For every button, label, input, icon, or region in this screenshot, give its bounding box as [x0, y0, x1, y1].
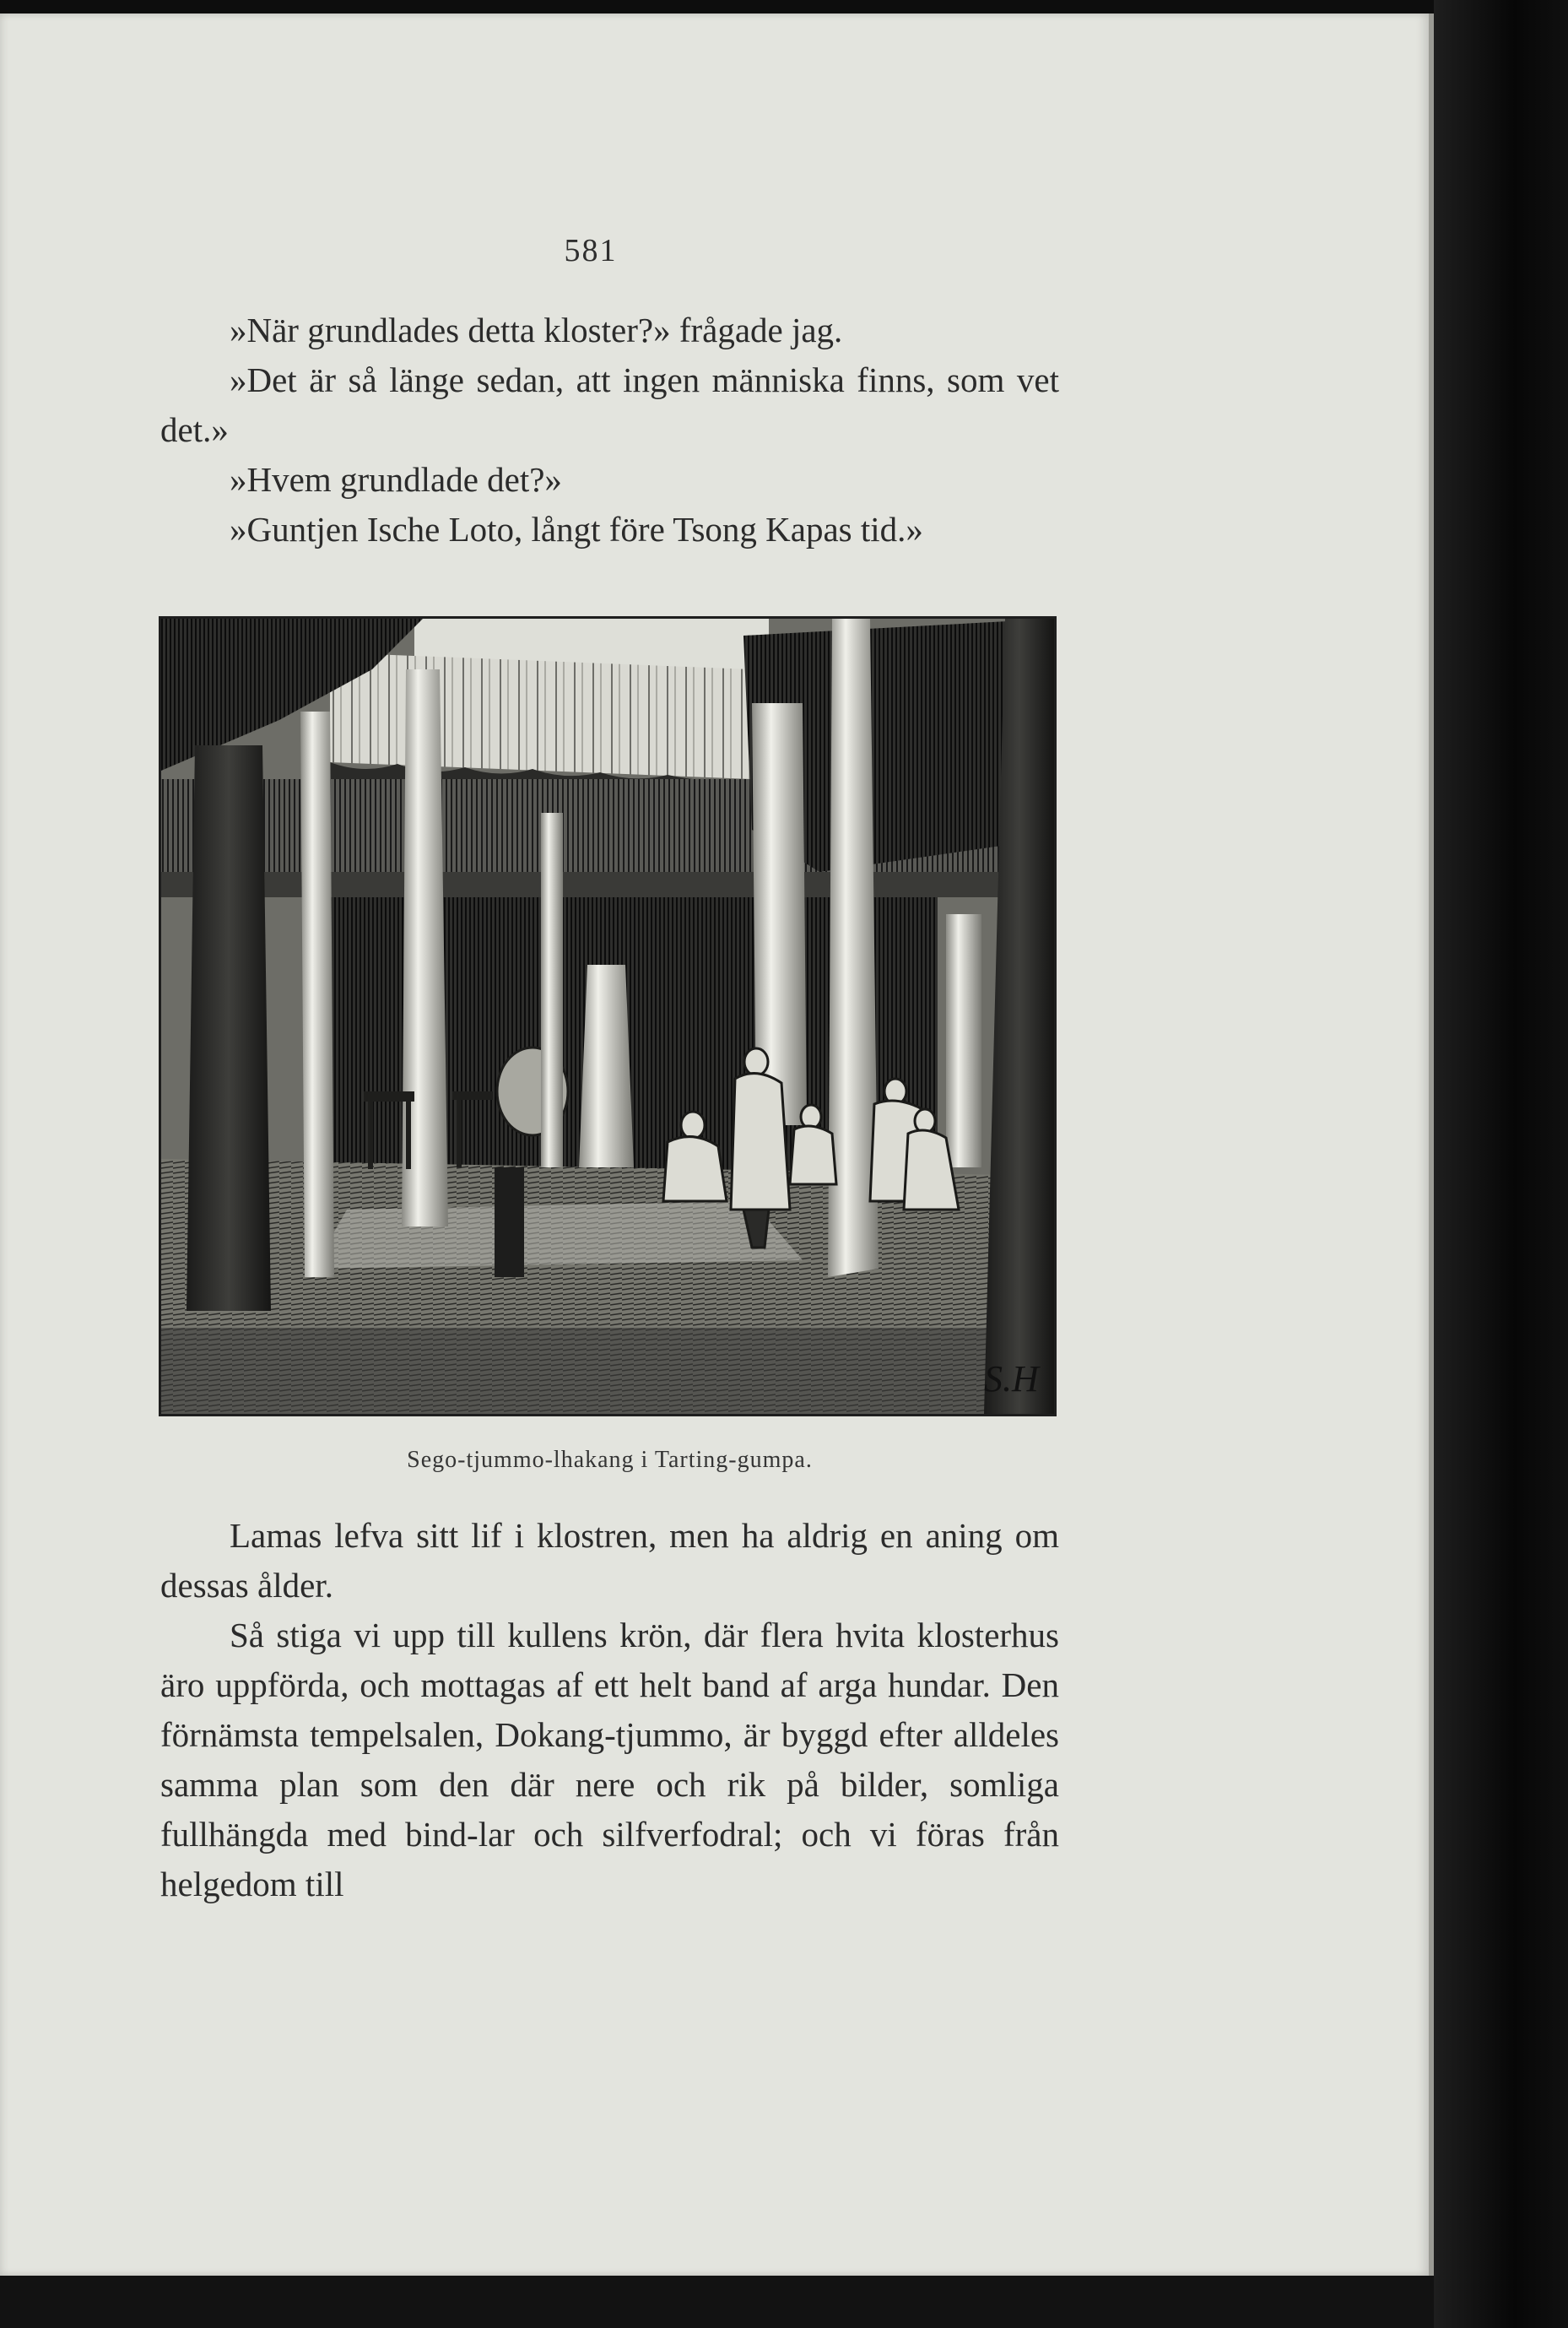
pillar — [541, 813, 563, 1167]
pillar — [946, 914, 981, 1167]
page-number: 581 — [564, 233, 618, 268]
temple-hall-illustration — [159, 616, 1057, 1416]
paragraph: »Hvem grundlade det?» — [230, 460, 562, 499]
paragraph: »Guntjen Ische Loto, långt före Tsong Kapas tid.» — [230, 510, 923, 549]
scan-border-right — [1434, 0, 1568, 2328]
paragraph: Lamas lefva sitt lif i klostren, men ha aldrig en aning om dessas ålder. — [160, 1516, 1059, 1605]
pillar — [579, 965, 634, 1167]
figure-caption: Sego-tjummo-lhakang i Tarting-gumpa. — [407, 1447, 813, 1473]
scan-border-top — [0, 0, 1568, 14]
paragraph: »Det är så länge sedan, att ingen människa finns, som vet det.» — [160, 360, 1059, 449]
pillar — [300, 712, 334, 1277]
top-text-block — [160, 306, 1059, 555]
hanging-curtain — [330, 652, 752, 779]
artist-signature: S.H — [984, 1358, 1039, 1400]
paragraph: Så stiga vi upp till kullens krön, där flera hvita klosterhus äro uppförda, och mottagas af ett helt band af arga hundar. Den förnämsta tempelsalen, Dokang-tjummo, är byggd efter alldeles samma plan som den där nere och rik på bilder, somliga fullhängda med bind-lar och silfverfodral; och vi föras från helgedom till — [160, 1616, 1059, 1903]
dark-pillar — [187, 745, 271, 1311]
paragraph: »När grundlades detta kloster?» frågade jag. — [230, 311, 843, 349]
bottom-text-block — [160, 1511, 1059, 1909]
